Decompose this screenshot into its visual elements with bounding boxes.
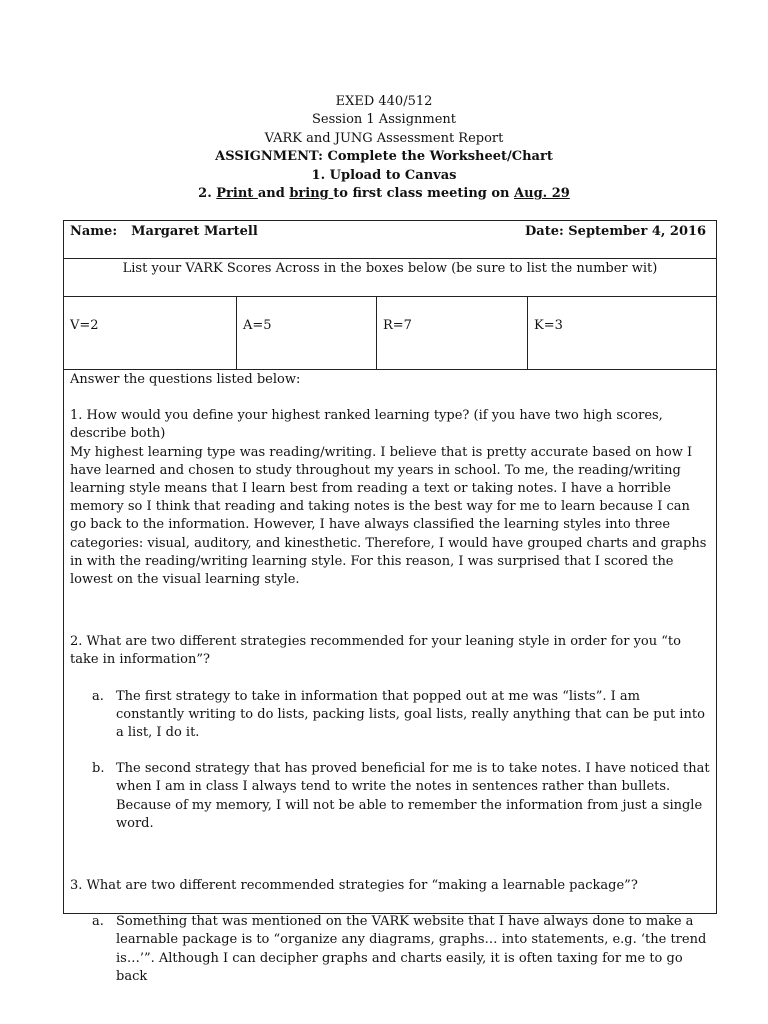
question-2: 2. What are two different strategies recommended for your leaning style in order for you “to take in information”? (70, 634, 681, 668)
answer-2a-marker: a. (92, 688, 104, 704)
answer-3a-marker: a. (92, 914, 104, 930)
and-word: and (257, 186, 290, 202)
answers-section (70, 371, 710, 986)
report-title: VARK and JUNG Assessment Report (264, 130, 504, 146)
question-3: 3. What are two different recommended strategies for “making a learnable package”? (70, 878, 638, 894)
step-print-mid: to first class meeting on (333, 186, 515, 202)
step-upload: 1. Upload to Canvas (311, 167, 457, 183)
assignment-instruction: ASSIGNMENT: Complete the Worksheet/Chart (215, 149, 553, 165)
score-cell-r (377, 297, 528, 369)
print-word: Print (216, 186, 258, 202)
worksheet-table (63, 220, 717, 984)
answer-2a (70, 688, 710, 743)
date-field: Date: September 4, 2016 (525, 224, 707, 239)
instruction-row (64, 259, 716, 297)
score-cell-v (64, 297, 237, 369)
session-label: Session 1 Assignment (311, 112, 457, 128)
score-v: V=2 (70, 318, 99, 333)
step-print (0, 185, 768, 203)
name-label: Name: (70, 224, 118, 239)
name-field (70, 224, 258, 239)
course-code: EXED 440/512 (335, 94, 433, 109)
answer-3a (70, 913, 710, 986)
name-value: Margaret Martell (131, 224, 258, 239)
bring-word: bring (289, 186, 334, 202)
answer-2a-text: The first strategy to take in information that popped out at me was “lists”. I am constantly writing to do lists, packing lists, goal lists, really anything that can be put into a list, I do it. (116, 688, 705, 741)
answers-intro: Answer the questions listed below: (70, 372, 301, 387)
answer-1: My highest learning type was reading/writing. I believe that is pretty accurate based on how I have learned and chosen to study throughout my years in school. To me, the reading/writing learning style means that I learn best from reading a text or taking notes. I have a horrible memory so I think that reading and taking notes is the best way for me to learn because I can go back to the information. However, I have always classified the learning styles into three categories: visual, auditory, and kinesthetic. Therefore, I would have grouped charts and graphs in with the reading/writing learning style. For this reason, I was surprised that I scored the lowest on the visual learning style. (70, 444, 707, 588)
assignment-header (0, 93, 768, 203)
answer-3a-text: Something that was mentioned on the VARK website that I have always done to make a learnable package is to “organize any diagrams, graphs… into statements, e.g. ‘the trend is…’”. Although I can decipher graphs and charts easily, it is often taxing for me to go back (116, 914, 707, 984)
due-date: Aug. 29 (514, 186, 570, 202)
step-print-prefix: 2. (198, 186, 217, 202)
score-k: K=3 (534, 318, 563, 333)
vark-scores-row (64, 297, 716, 370)
score-cell-a (237, 297, 377, 369)
answer-2b-marker: b. (92, 761, 105, 777)
vark-instruction: List your VARK Scores Across in the boxes below (be sure to list the number wit) (122, 261, 658, 276)
score-r: R=7 (383, 318, 412, 333)
score-a: A=5 (243, 318, 272, 333)
answer-2b-text: The second strategy that has proved beneficial for me is to take notes. I have noticed that when I am in class I always tend to write the notes in sentences rather than bullets. Because of my memory, I will not be able to remember the information from just a single word. (116, 761, 710, 831)
answer-2b (70, 760, 710, 833)
question-1: 1. How would you define your highest ranked learning type? (if you have two high scores, describe both) (70, 408, 663, 442)
score-cell-k (528, 297, 718, 369)
name-date-row (64, 221, 716, 259)
